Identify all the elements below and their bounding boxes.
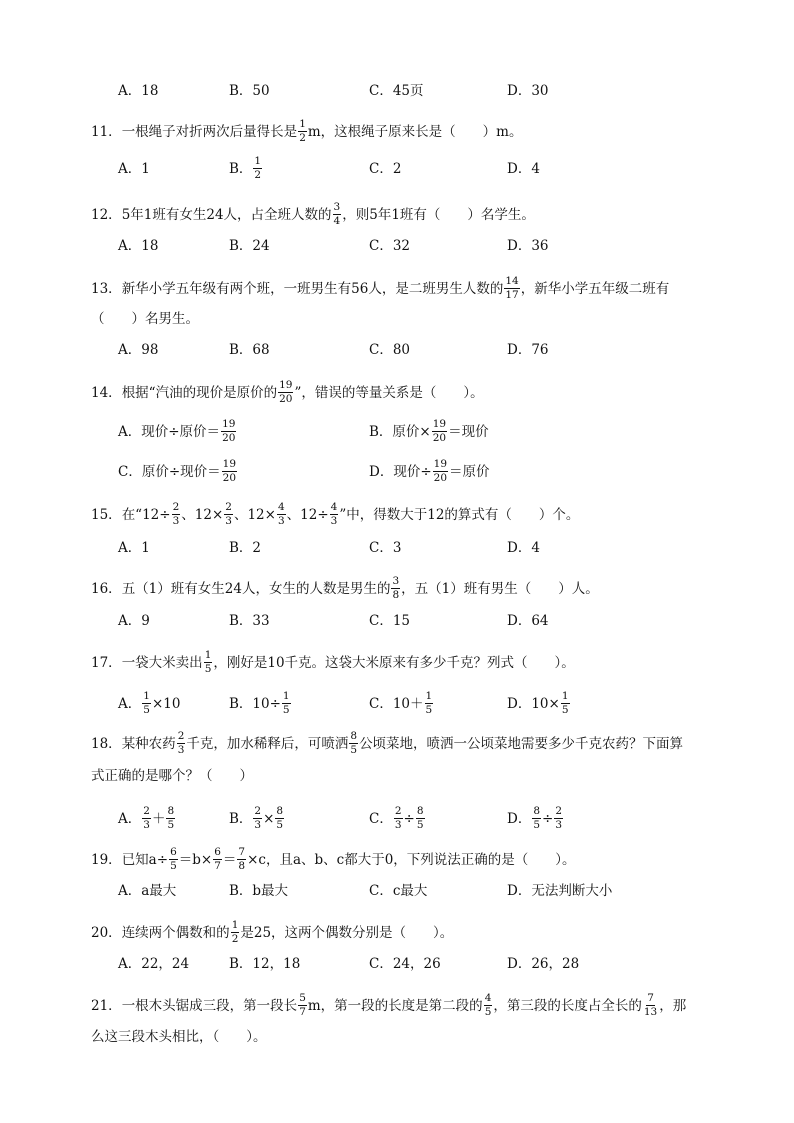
fraction: $\frac{19}{20}$ bbox=[222, 458, 237, 485]
q16-option-c: C．15 bbox=[369, 613, 411, 629]
q18-stem-line2: 式正确的是哪个？（ ） bbox=[91, 768, 253, 784]
fraction: $\frac{8}{5}$ bbox=[167, 805, 175, 832]
q14-option-b: B．原价× $\frac{19}{20}$ ＝现价 bbox=[369, 418, 489, 445]
fraction: $\frac{1}{5}$ bbox=[204, 649, 212, 676]
fraction: $\frac{6}{7}$ bbox=[214, 846, 221, 873]
fraction: $\frac{4}{3}$ bbox=[277, 501, 285, 528]
q16-option-b: B．33 bbox=[229, 613, 270, 629]
q19-option-b: B．b最大 bbox=[229, 883, 289, 899]
q18-option-d: D． $\frac{8}{5}$ ÷ $\frac{2}{3}$ bbox=[507, 805, 563, 832]
fraction: $\frac{1}{5}$ bbox=[143, 690, 150, 717]
q15-stem: 15．在“12÷ $\frac{2}{3}$ 、12× $\frac{2}{3}$ 、12× $\frac{4}{3}$ 、12÷ $\frac{4}{3}$ ”中，得数大于12的算式有（ ）个。 bbox=[91, 501, 580, 528]
q12-stem: 12．5年1班有女生24人，占全班人数的 $\frac{3}{4}$ ，则5年1班有（ ）名学生。 bbox=[91, 201, 535, 228]
q14-option-a: A．现价÷原价＝ $\frac{19}{20}$ bbox=[118, 418, 236, 445]
q14-option-d: D．现价÷ $\frac{19}{20}$ ＝原价 bbox=[369, 458, 490, 485]
q13-option-c: C．80 bbox=[369, 342, 411, 358]
fraction: $\frac{19}{20}$ bbox=[432, 418, 447, 445]
fraction: $\frac{19}{20}$ bbox=[433, 458, 448, 485]
q16-stem: 16．五（1）班有女生24人，女生的人数是男生的 $\frac{3}{8}$ ，五（1）班有男生（ ）人。 bbox=[91, 575, 599, 602]
q13-stem-line2: （ ）名男生。 bbox=[91, 311, 199, 327]
fraction: $\frac{8}{5}$ bbox=[276, 805, 284, 832]
q19-option-c: C．c最大 bbox=[369, 883, 428, 899]
fraction: $\frac{3}{4}$ bbox=[333, 201, 341, 228]
fraction: $\frac{8}{5}$ bbox=[350, 730, 358, 757]
q10-option-b: B．50 bbox=[229, 83, 270, 99]
q10-option-c: C．45页 bbox=[369, 83, 424, 99]
q20-option-a: A．22，24 bbox=[118, 956, 190, 972]
q11-option-d: D．4 bbox=[507, 161, 540, 177]
fraction: $\frac{4}{3}$ bbox=[330, 501, 338, 528]
fraction: $\frac{2}{3}$ bbox=[254, 805, 262, 832]
q13-stem: 13．新华小学五年级有两个班，一班男生有56人，是二班男生人数的 $\frac{14}{17}$ ，新华小学五年级二班有 bbox=[91, 275, 670, 302]
q17-option-c: C．10＋ $\frac{1}{5}$ bbox=[369, 690, 433, 717]
q15-option-b: B．2 bbox=[229, 540, 262, 556]
q17-option-b: B．10÷ $\frac{1}{5}$ bbox=[229, 690, 290, 717]
q19-option-d: D．无法判断大小 bbox=[507, 883, 613, 899]
q18-stem: 18．某种农药 $\frac{2}{3}$ 千克，加水稀释后，可喷洒 $\frac{8}{5}$ 公顷菜地，喷洒一公顷菜地需要多少千克农药？下面算 bbox=[91, 730, 684, 757]
q18-option-a: A． $\frac{2}{3}$ ＋ $\frac{8}{5}$ bbox=[118, 805, 175, 832]
q13-option-d: D．76 bbox=[507, 342, 549, 358]
fraction: $\frac{1}{2}$ bbox=[299, 118, 306, 145]
fraction: $\frac{14}{17}$ bbox=[505, 275, 519, 302]
fraction: $\frac{2}{3}$ bbox=[555, 805, 563, 832]
fraction: $\frac{1}{5}$ bbox=[561, 690, 569, 717]
q11-option-b: B． $\frac{1}{2}$ bbox=[229, 155, 262, 182]
fraction: $\frac{5}{7}$ bbox=[299, 992, 306, 1019]
fraction: $\frac{19}{20}$ bbox=[222, 418, 236, 445]
fraction: $\frac{19}{20}$ bbox=[279, 379, 293, 406]
fraction: $\frac{2}{3}$ bbox=[225, 501, 232, 528]
q14-option-c: C．原价÷现价＝ $\frac{19}{20}$ bbox=[118, 458, 237, 485]
q15-option-d: D．4 bbox=[507, 540, 540, 556]
q10-option-d: D．30 bbox=[507, 83, 549, 99]
fraction: $\frac{3}{8}$ bbox=[392, 575, 400, 602]
q17-option-d: D．10× $\frac{1}{5}$ bbox=[507, 690, 569, 717]
q11-option-a: A．1 bbox=[118, 161, 150, 177]
q14-stem: 14．根据“汽油的现价是原价的 $\frac{19}{20}$ ”，错误的等量关系是（ ）。 bbox=[91, 379, 484, 406]
fraction: $\frac{8}{5}$ bbox=[533, 805, 541, 832]
q20-option-c: C．24，26 bbox=[369, 956, 441, 972]
q21-stem-line2: 么这三段木头相比，（ ）。 bbox=[91, 1029, 267, 1045]
q10-option-a: A．18 bbox=[118, 83, 159, 99]
q12-option-d: D．36 bbox=[507, 238, 549, 254]
fraction: $\frac{1}{2}$ bbox=[231, 919, 239, 946]
q17-option-a: A． $\frac{1}{5}$ ×10 bbox=[118, 690, 181, 717]
fraction: $\frac{1}{5}$ bbox=[425, 690, 433, 717]
q20-option-b: B．12，18 bbox=[229, 956, 301, 972]
q13-option-a: A．98 bbox=[118, 342, 159, 358]
fraction: $\frac{2}{3}$ bbox=[172, 501, 180, 528]
q19-option-a: A．a最大 bbox=[118, 883, 177, 899]
fraction: $\frac{8}{5}$ bbox=[416, 805, 424, 832]
q12-option-c: C．32 bbox=[369, 238, 411, 254]
fraction: $\frac{4}{5}$ bbox=[484, 992, 492, 1019]
q16-option-a: A．9 bbox=[118, 613, 150, 629]
q11-option-c: C．2 bbox=[369, 161, 402, 177]
q13-option-b: B．68 bbox=[229, 342, 270, 358]
fraction: $\frac{1}{2}$ bbox=[254, 155, 262, 182]
q21-stem: 21．一根木头锯成三段，第一段长 $\frac{5}{7}$ m，第一段的长度是第二段的 $\frac{4}{5}$ ，第三段的长度占全长的 $\frac{7}{13}$ ，那 bbox=[91, 992, 687, 1019]
q18-option-b: B． $\frac{2}{3}$ × $\frac{8}{5}$ bbox=[229, 805, 284, 832]
q15-option-c: C．3 bbox=[369, 540, 402, 556]
q16-option-d: D．64 bbox=[507, 613, 549, 629]
q20-stem: 20．连续两个偶数和的 $\frac{1}{2}$ 是25，这两个偶数分别是（ ）。 bbox=[91, 919, 454, 946]
q12-option-b: B．24 bbox=[229, 238, 270, 254]
fraction: $\frac{6}{5}$ bbox=[170, 846, 177, 873]
q18-option-c: C． $\frac{2}{3}$ ÷ $\frac{8}{5}$ bbox=[369, 805, 424, 832]
fraction: $\frac{2}{3}$ bbox=[177, 730, 185, 757]
fraction: $\frac{1}{5}$ bbox=[282, 690, 290, 717]
fraction: $\frac{2}{3}$ bbox=[394, 805, 402, 832]
q20-option-d: D．26，28 bbox=[507, 956, 580, 972]
q17-stem: 17．一袋大米卖出 $\frac{1}{5}$ ，刚好是10千克。这袋大米原来有多少千克？列式（ ）。 bbox=[91, 649, 575, 676]
fraction: $\frac{2}{3}$ bbox=[143, 805, 150, 832]
q12-option-a: A．18 bbox=[118, 238, 159, 254]
fraction: $\frac{7}{8}$ bbox=[238, 846, 246, 873]
fraction: $\frac{7}{13}$ bbox=[643, 992, 658, 1019]
q15-option-a: A．1 bbox=[118, 540, 150, 556]
q19-stem: 19．已知a÷ $\frac{6}{5}$ ＝b× $\frac{6}{7}$ ＝ $\frac{7}{8}$ ×c，且a、b、c都大于0，下列说法正确的是（ ）。 bbox=[91, 846, 576, 873]
q11-stem: 11．一根绳子对折两次后量得长是 $\frac{1}{2}$ m，这根绳子原来长是（ ）m。 bbox=[91, 118, 523, 145]
